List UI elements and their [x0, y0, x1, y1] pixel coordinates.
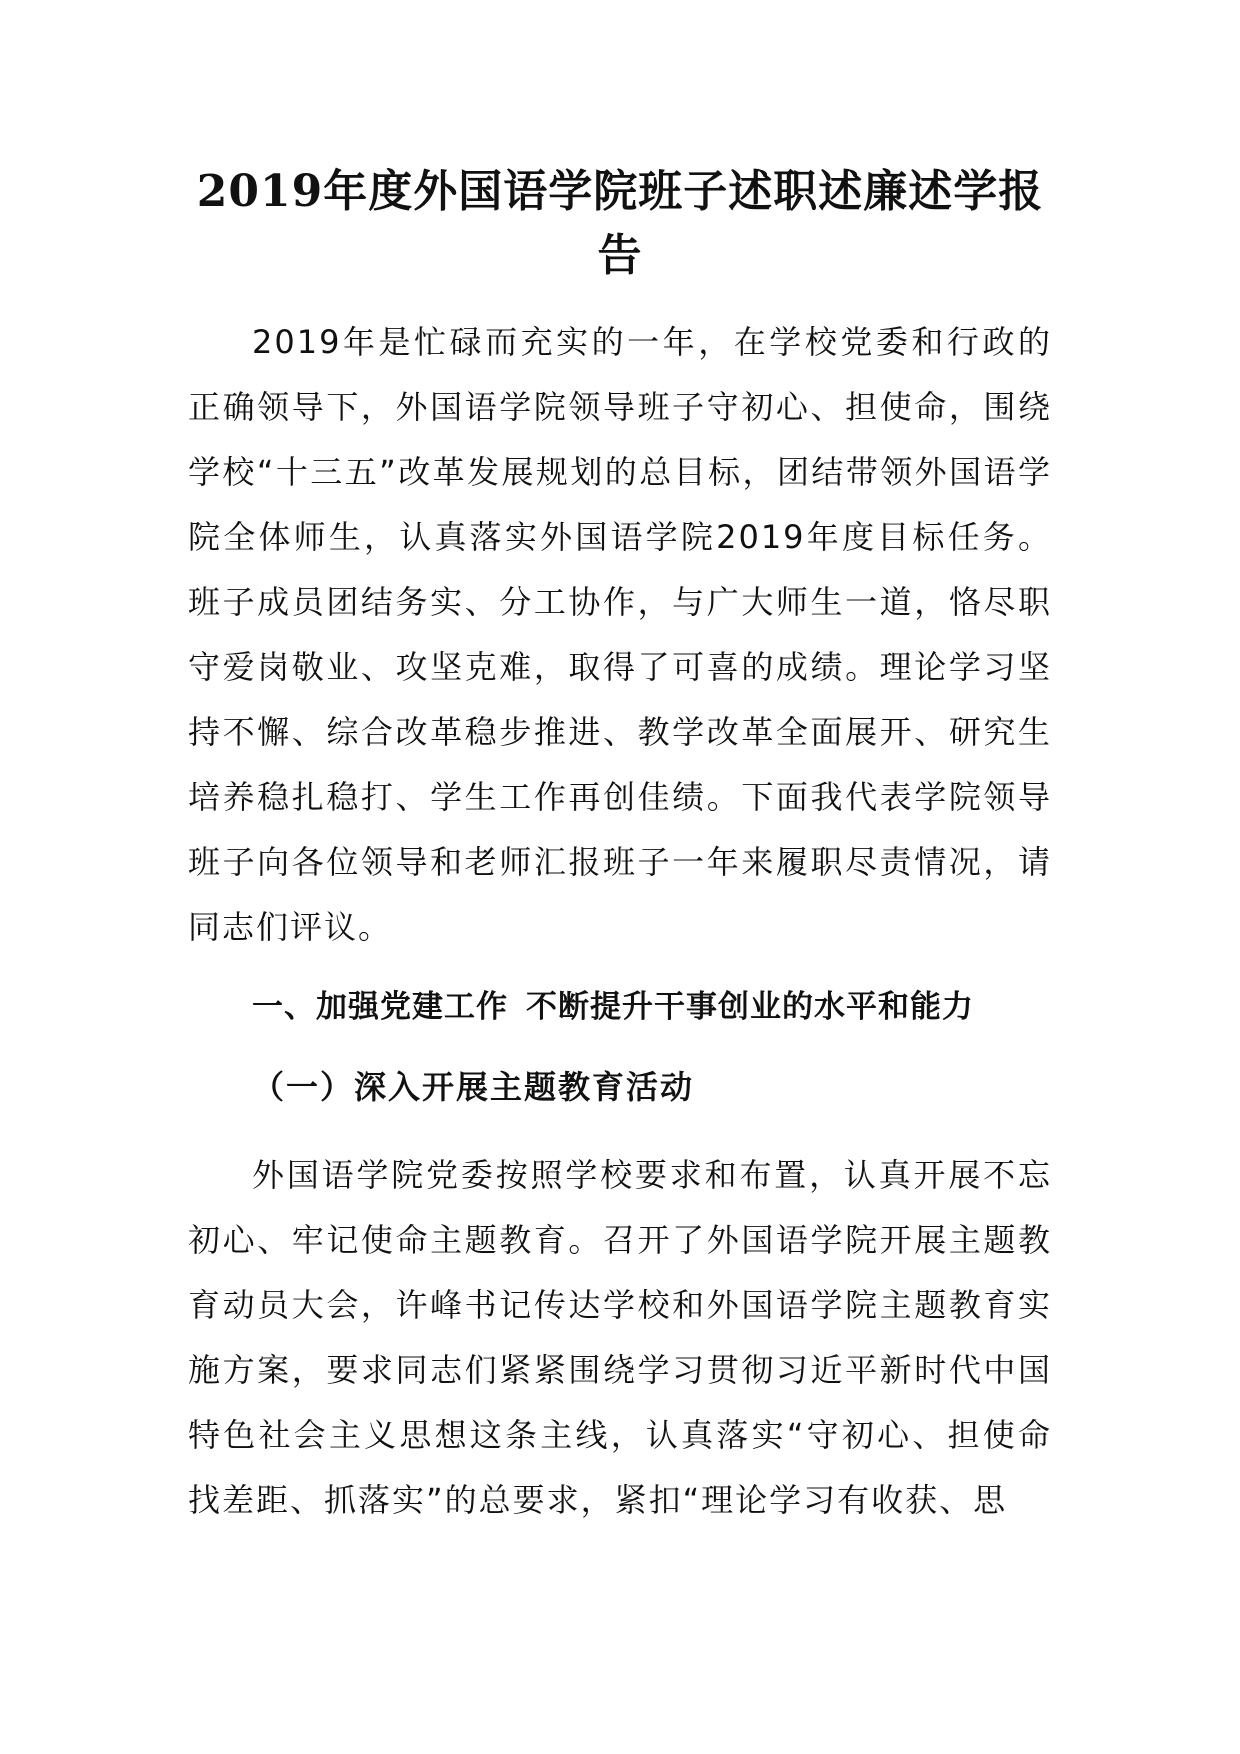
section-1-heading-part-2: 不断提升干事创业的水平和能力	[526, 989, 974, 1025]
document-title: 2019年度外国语学院班子述职述廉述学报告	[196, 166, 1044, 281]
subsection-1-paragraph: 外国语学院党委按照学校要求和布置，认真开展不忘初心、牢记使命主题教育。召开了外国语学院开展主题教育动员大会，许峰书记传达学校和外国语学院主题教育实施方案，要求同志们紧紧围绕学习贯彻习近平新时代中国特色社会主义思想这条主线，认真落实“守初心、担使命找差距、抓落实”的总要求，紧扣“理论学习有收获、思	[188, 1156, 1052, 1519]
subsection-1-heading: （一）深入开展主题教育活动	[252, 1068, 695, 1106]
section-1-heading-part-1: 一、加强党建工作	[252, 989, 508, 1025]
section-1-heading	[252, 982, 974, 1032]
intro-paragraph: 2019年是忙碌而充实的一年，在学校党委和行政的正确领导下，外国语学院领导班子守初心、担使命，围绕学校“十三五”改革发展规划的总目标，团结带领外国语学院全体师生，认真落实外国语学院2019年度目标任务。班子成员团结务实、分工协作，与广大师生一道，恪尽职守爱岗敬业、攻坚克难，取得了可喜的成绩。理论学习坚持不懈、综合改革稳步推进、教学改革全面展开、研究生培养稳扎稳打、学生工作再创佳绩。下面我代表学院领导班子向各位领导和老师汇报班子一年来履职尽责情况，请同志们评议。	[188, 323, 1052, 946]
